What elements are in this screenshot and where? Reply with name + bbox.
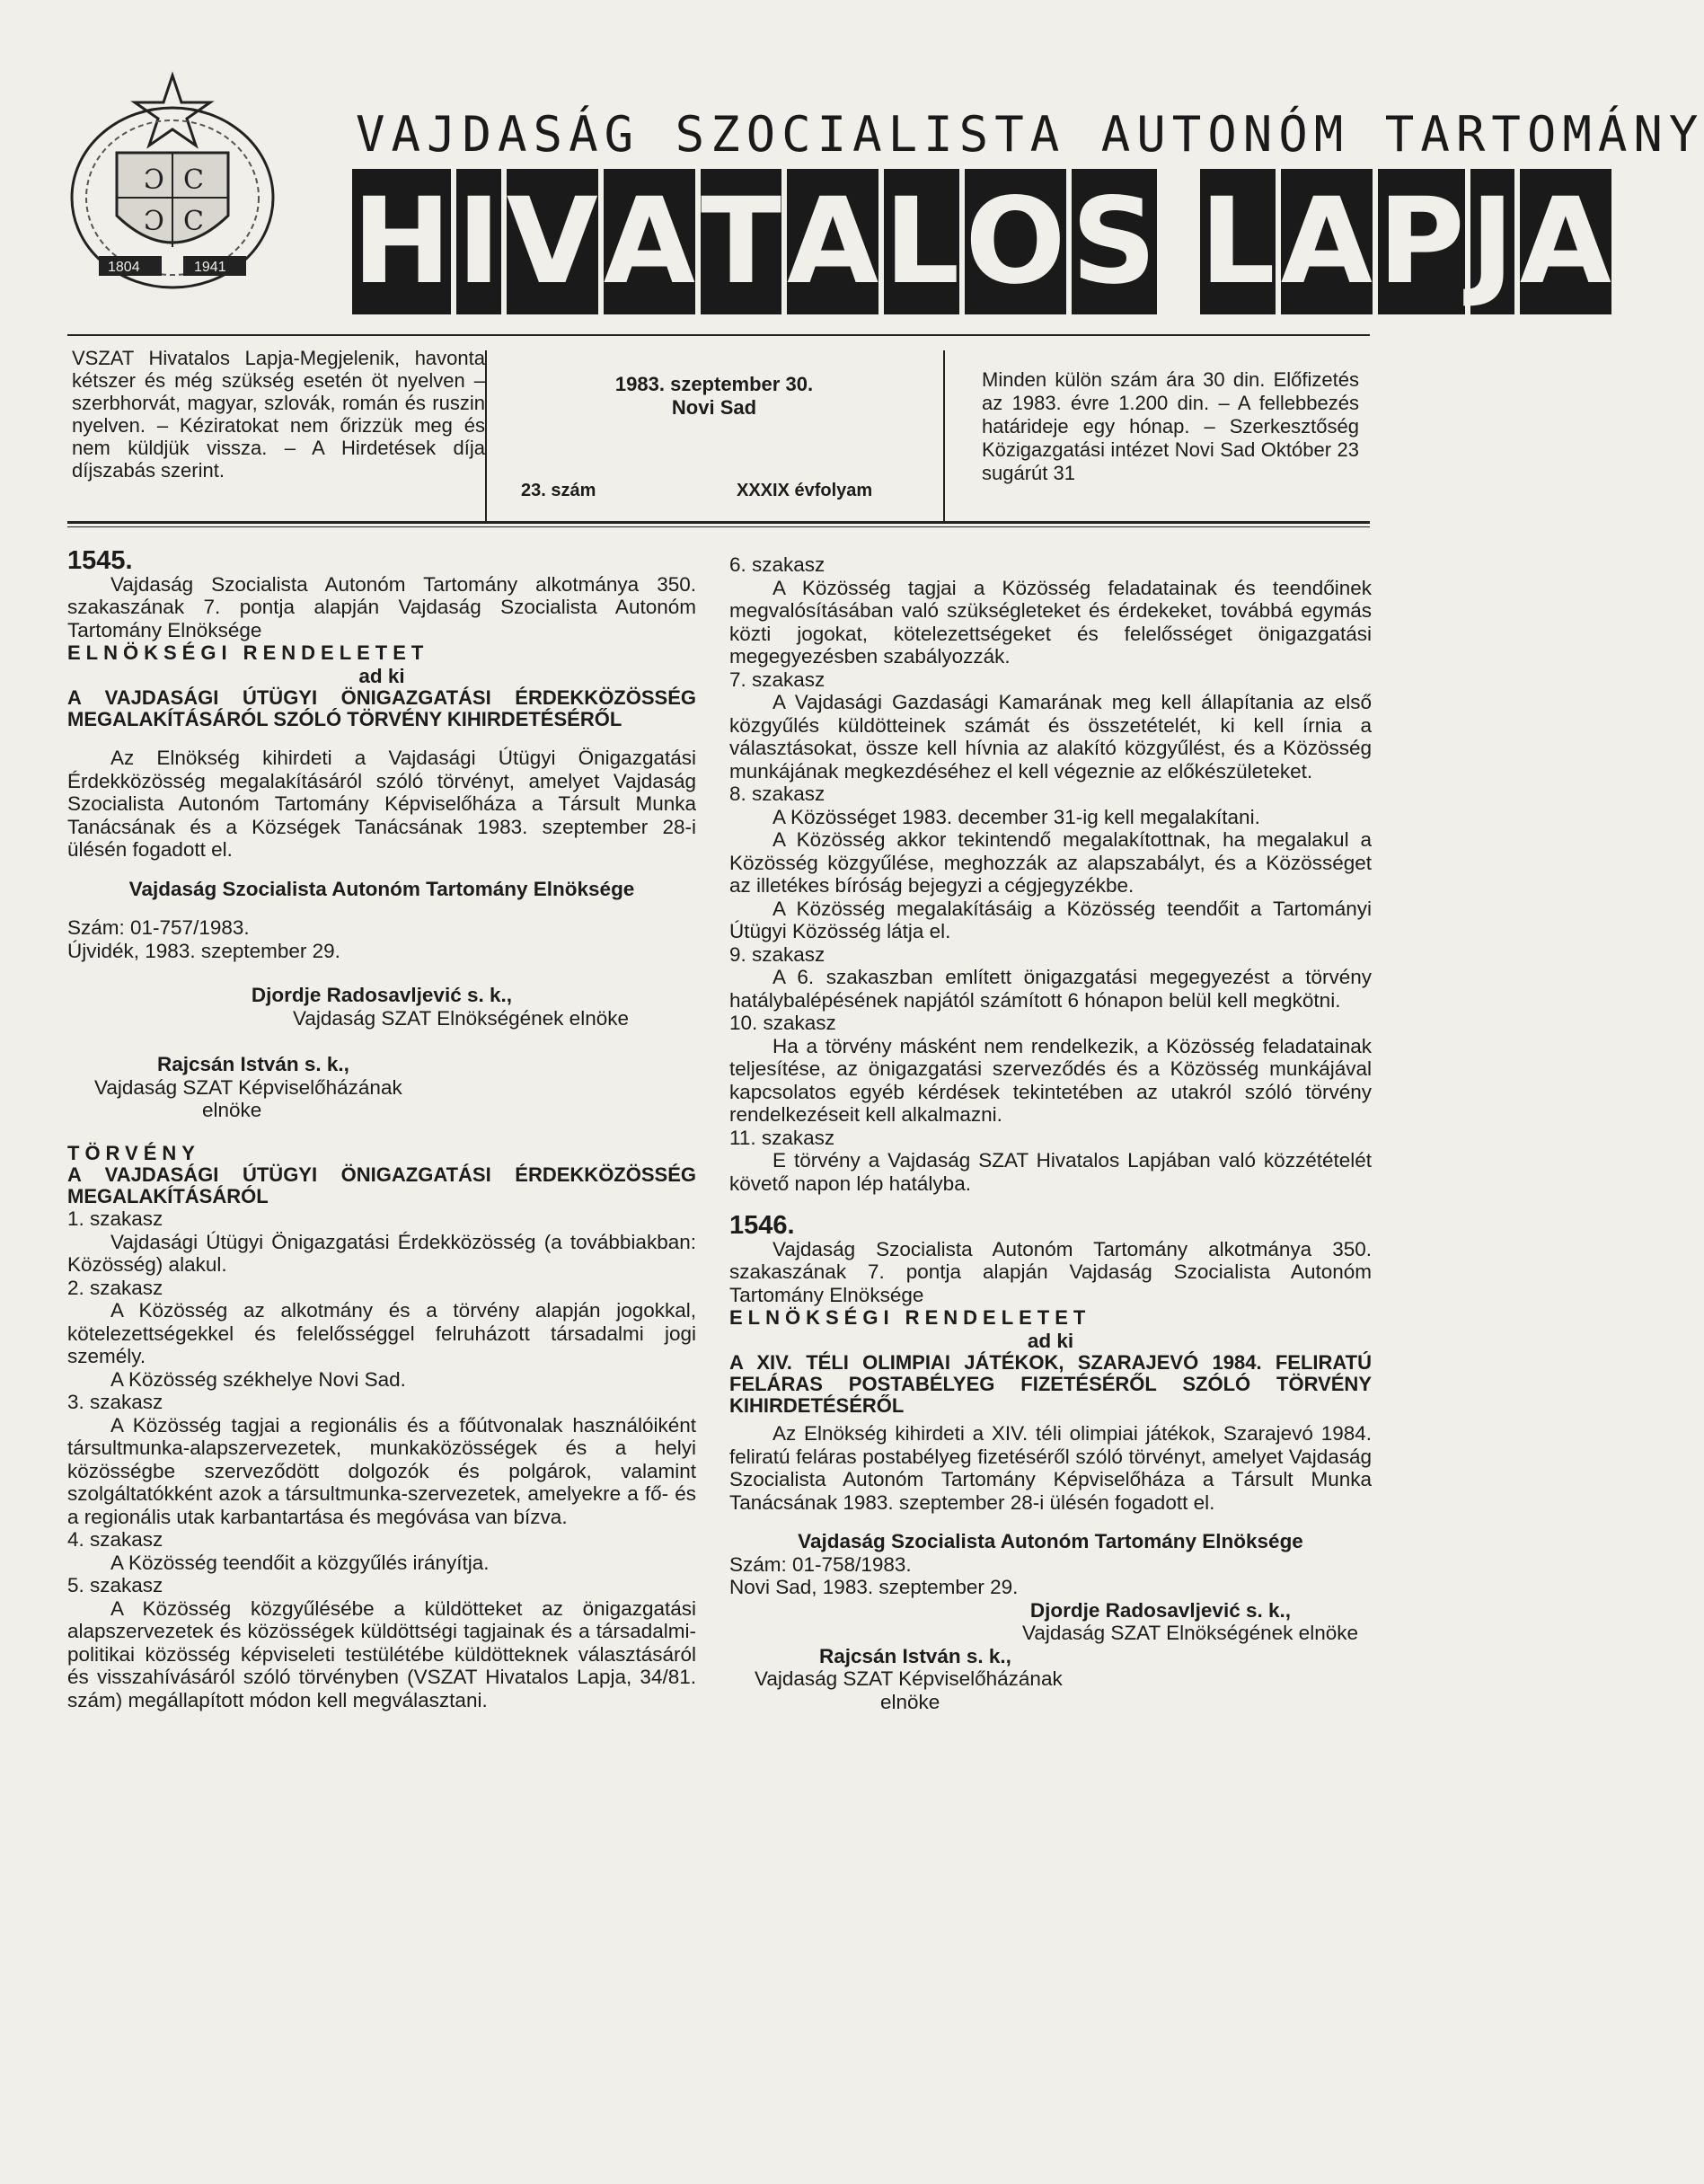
rule-divider xyxy=(943,350,945,521)
masthead-title xyxy=(352,169,1611,314)
emblem-year-right: 1941 xyxy=(194,260,226,275)
law-title: A VAJDASÁGI ÚTÜGYI ÖNIGAZGATÁSI ÉRDEKKÖZÖSSÉG MEGALAKÍTÁSÁRÓL xyxy=(67,1163,696,1207)
masthead-letter: A xyxy=(604,169,695,314)
decree-heading: ELNÖKSÉGI RENDELETET xyxy=(729,1306,1091,1329)
masthead-letter: H xyxy=(352,169,451,314)
decree-title: A VAJDASÁGI ÚTÜGYI ÖNIGAZGATÁSI ÉRDEKKÖZÖSSÉG MEGALAKÍTÁSÁRÓL SZÓLÓ TÖRVÉNY KIHIRDETÉSÉRŐL xyxy=(67,686,696,730)
issue-date-place xyxy=(503,373,925,420)
issue-number: 23. szám xyxy=(521,481,596,500)
section-text: A 6. szakaszban említett önigazgatási megegyezést a törvény hatálybalépésének napjától számított 6 hónapon belül kell megkötni. xyxy=(729,966,1372,1012)
svg-text:C: C xyxy=(183,206,204,237)
svg-text:Ɔ: Ɔ xyxy=(144,164,164,196)
emblem-year-left: 1804 xyxy=(108,260,140,275)
decree-title: A XIV. TÉLI OLIMPIAI JÁTÉKOK, SZARAJEVÓ 1984. FELIRATÚ FELÁRAS POSTABÉLYEG FIZETÉSÉRŐL SZÓLÓ TÖRVÉNY KIHIRDETÉSÉRŐL xyxy=(729,1351,1372,1417)
issuing-authority: Vajdaság Szocialista Autonóm Tartomány Elnöksége xyxy=(128,877,635,900)
section-text: E törvény a Vajdaság SZAT Hivatalos Lapjában való közzétételét követő napon lép hatályba. xyxy=(729,1149,1372,1195)
signer-name: Djordje Radosavljević s. k., xyxy=(1029,1598,1291,1622)
section-heading: 9. szakasz xyxy=(729,942,826,966)
masthead-word-gap xyxy=(1162,169,1195,314)
masthead-letter: A xyxy=(1281,169,1373,314)
section-text: A Közösség tagjai a regionális és a főútvonalak használóiként társultmunka-alapszervezetek, munkaközösségek és a helyi közösségbe szerveződött dolgozók és polgárok, valamint szolgáltatókként azok a társultmunka-szervezetek, amelyekre a fő- és a regionális utak karbantartása és megóvása van bízva. xyxy=(67,1413,696,1528)
section-heading: 6. szakasz xyxy=(729,553,826,576)
law-heading: TÖRVÉNY xyxy=(67,1141,200,1164)
signer-role: Vajdaság SZAT Elnökségének elnöke xyxy=(1022,1622,1358,1644)
preamble: Vajdaság Szocialista Autonóm Tartomány alkotmánya 350. szakaszának 7. pontja alapján Vajdaság Szocialista Autonóm Tartomány Elnöksége xyxy=(67,572,696,641)
section-text: A Közösség teendőit a közgyűlés irányítja. xyxy=(110,1551,490,1574)
reference-number: Szám: 01-758/1983. xyxy=(729,1552,912,1576)
signer-role: elnöke xyxy=(880,1690,940,1713)
issue-place: Novi Sad xyxy=(671,396,757,419)
reference-number: Szám: 01-757/1983. xyxy=(67,916,250,939)
signer-role: Vajdaság SZAT Képviselőházának xyxy=(755,1667,1063,1690)
section-text: A Közösséget 1983. december 31-ig kell megalakítani. xyxy=(773,805,1260,828)
issue-volume: XXXIX évfolyam xyxy=(737,481,873,500)
masthead-letter: A xyxy=(787,169,878,314)
masthead-supertitle: VAJDASÁG SZOCIALISTA AUTONÓM TARTOMÁNY xyxy=(356,106,1704,163)
masthead-letter: A xyxy=(1520,169,1611,314)
section-heading: 8. szakasz xyxy=(729,783,826,805)
masthead-letter: S xyxy=(1072,169,1157,314)
section-heading: 7. szakasz xyxy=(729,668,826,691)
rule-top xyxy=(67,334,1370,336)
issue-date-line: Újvidék, 1983. szeptember 29. xyxy=(67,939,340,962)
section-text: A Közösség tagjai a Közösség feladatainak és teendőinek megvalósításában való szükségleteket és érdekeket, továbbá egymás közti jogokat, kötelezettségeket és felelősséget önigazgatási megegyezésben szabályozzák. xyxy=(729,576,1372,668)
section-heading: 10. szakasz xyxy=(729,1012,836,1034)
masthead-letter: P xyxy=(1378,169,1465,314)
section-text: Ha a törvény másként nem rendelkezik, a Közösség feladatainak teljesítése, az önigazgatási szerveződés és a Közösség munkájával kapcsolatos egyéb kérdések tekintetében az utakról szóló törvény rendelkezéseit kell alkalmazni. xyxy=(729,1034,1372,1126)
section-heading: 3. szakasz xyxy=(67,1391,163,1413)
svg-text:C: C xyxy=(183,164,204,196)
section-text: A Vajdasági Gazdasági Kamarának meg kell állapítania az első közgyűlés küldötteinek számát és összetételét, ki kell írnia a választásokat, össze kell hívnia az alakító közgyűlést, és a Közösség munkájának megkezdéséhez el kell végeznie az előkészületeket. xyxy=(729,691,1372,783)
masthead-letter: L xyxy=(1200,169,1276,314)
masthead-letter: I xyxy=(456,169,500,314)
decree-body: Az Elnökség kihirdeti a XIV. téli olimpiai játékok, Szarajevó 1984. feliratú feláras postabélyeg fizetéséről szóló törvényt, amelyet Vajdaság Szocialista Autonóm Tartomány Képviselőháza a Társult Munka Tanácsának 1983. szeptember 28-i ülésén fogadott el. xyxy=(729,1422,1372,1514)
decree-adki: ad ki xyxy=(1027,1329,1074,1352)
signer-role: Vajdaság SZAT Képviselőházának xyxy=(94,1075,402,1099)
right-column xyxy=(729,550,1372,1713)
masthead-letter: O xyxy=(965,169,1065,314)
section-text: A Közösség megalakításáig a Közösség teendőit a Tartományi Útügyi Közösség látja el. xyxy=(729,897,1372,942)
section-text: A Közösség székhelye Novi Sad. xyxy=(110,1367,406,1391)
section-heading: 2. szakasz xyxy=(67,1276,163,1299)
issue-date: 1983. szeptember 30. xyxy=(614,373,814,395)
masthead-letter: T xyxy=(701,169,781,314)
left-column xyxy=(67,546,696,1711)
section-heading: 1. szakasz xyxy=(67,1207,163,1230)
masthead-letter: V xyxy=(507,169,598,314)
decree-adki: ad ki xyxy=(358,664,405,687)
section-text: A Közösség közgyűlésébe a küldötteket az önigazgatási alapszervezetek és közösségek küldöttségi tagjainak és a társadalmi-politikai közösség képviseleti testülétébe küldötteknek választásáról és visszahívásáról szóló törvényben (VSZAT Hivatalos Lapja, 34/81. szám) megállapított módon kell megválasztani. xyxy=(67,1596,696,1711)
signer-name: Djordje Radosavljević s. k., xyxy=(251,984,512,1006)
section-text: A Közösség akkor tekintendő megalakítottnak, ha megalakul a Közösség közgyűlése, meghozzák az alapszabályt, és a Közösséget az illetékes bíróság bejegyzi a cégjegyzékbe. xyxy=(729,828,1372,897)
subscription-info: Minden külön szám ára 30 din. Előfizetés az 1983. évre 1.200 din. – A fellebbezés határideje egy hónap. – Szerkesztőség Közigazgatási intézet Novi Sad Október 23 sugárút 31 xyxy=(982,368,1359,484)
coat-of-arms-emblem xyxy=(63,72,283,296)
rule-divider xyxy=(485,350,487,521)
issue-date-line: Novi Sad, 1983. szeptember 29. xyxy=(729,1576,1019,1598)
preamble: Vajdaság Szocialista Autonóm Tartomány alkotmánya 350. szakaszának 7. pontja alapján Vajdaság Szocialista Autonóm Tartomány Elnöksége xyxy=(729,1237,1372,1306)
section-heading: 11. szakasz xyxy=(729,1126,835,1149)
section-text: A Közösség az alkotmány és a törvény alapján jogokkal, kötelezettségekkel és felelősséggel felruházott társadalmi jogi személy. xyxy=(67,1299,696,1367)
publication-info: VSZAT Hivatalos Lapja-Megjelenik, havonta kétszer és még szükség esetén öt nyelven – szerbhorvát, magyar, szlovák, román és ruszin nyelven. – Kéziratokat nem őrizzük meg és nem küldjük vissza. – A Hirdetések díja díjszabás szerint. xyxy=(72,347,485,482)
masthead-letter: J xyxy=(1470,169,1514,314)
decree-heading: ELNÖKSÉGI RENDELETET xyxy=(67,641,429,664)
item-number: 1546. xyxy=(729,1211,795,1240)
decree-body: Az Elnökség kihirdeti a Vajdasági Útügyi Önigazgatási Érdekközösség megalakításáról szóló törvényt, amelyet Vajdaság Szocialista Autonóm Tartomány Képviselőháza a Társult Munka Tanácsának és a Községek Tanácsának 1983. szeptember 28-i ülésén fogadott el. xyxy=(67,747,696,861)
section-heading: 4. szakasz xyxy=(67,1528,163,1551)
masthead-letter: L xyxy=(884,169,959,314)
rule-bottom xyxy=(67,521,1370,524)
signer-name: Rajcsán István s. k., xyxy=(157,1053,349,1075)
section-text: Vajdasági Útügyi Önigazgatási Érdekközösség (a továbbiakban: Közösség) alakul. xyxy=(67,1230,696,1276)
section-heading: 5. szakasz xyxy=(67,1574,163,1596)
issuing-authority: Vajdaság Szocialista Autonóm Tartomány Elnöksége xyxy=(798,1530,1303,1552)
signer-name: Rajcsán István s. k., xyxy=(819,1644,1011,1667)
svg-text:Ɔ: Ɔ xyxy=(144,206,164,237)
rule-bottom-thin xyxy=(67,526,1370,527)
signer-role: elnöke xyxy=(202,1099,262,1121)
signer-role: Vajdaság SZAT Elnökségének elnöke xyxy=(293,1006,629,1030)
item-number: 1545. xyxy=(67,546,133,575)
